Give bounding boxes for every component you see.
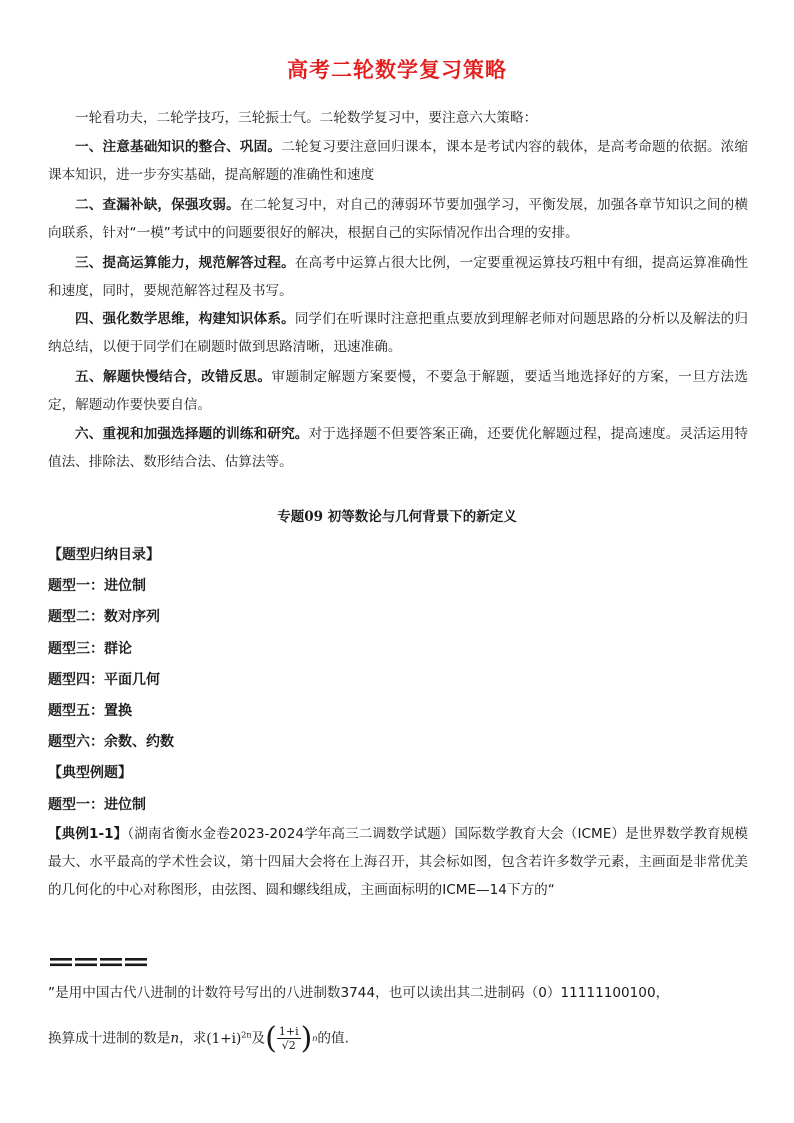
example-paragraph-cont: ”是用中国古代八进制的计数符号写出的八进制数3744，也可以读出其二进制码（0）11111100100， — [48, 985, 670, 1001]
example-paragraph — [48, 820, 748, 904]
page-title: 高考二轮数学复习策略 — [287, 58, 507, 82]
expression-exponent: 2n — [241, 1030, 252, 1039]
counting-rods-numeral-image — [50, 955, 150, 969]
strategy-paragraph-1 — [48, 133, 748, 189]
expression-base: (1+i) — [206, 1030, 242, 1047]
strategy-text: 审题制定解题方案要慢，不要急于解题，要适当地选择好的方案，一旦方法选定，解题动作要快要自信。 — [48, 369, 749, 413]
fraction-expression: ( $\frac{1+i}{√2}$ ) n — [265, 1020, 318, 1056]
strategy-lead: 一、注意基础知识的整合、巩固。 — [75, 139, 282, 155]
strategy-text: 二轮复习要注意回归课本，课本是考试内容的载体，是高考命题的依据。浓缩课本知识，进一步夯实基础，提高解题的准确性和速度 — [48, 139, 749, 183]
strategy-lead: 五、解题快慢结合，改错反思。 — [75, 369, 272, 385]
type-item-6: 题型六：余数、约数 — [48, 734, 174, 751]
intro-paragraph: 一轮看功夫，二轮学技巧，三轮振士气。二轮数学复习中，要注意六大策略： — [75, 110, 538, 126]
strategy-lead: 四、强化数学思维，构建知识体系。 — [75, 311, 295, 327]
type-item-3: 题型三：群论 — [48, 640, 132, 657]
current-type-heading: 题型一：进位制 — [48, 796, 146, 813]
type-item-2: 题型二：数对序列 — [48, 609, 160, 626]
examples-header: 【典型例题】 — [48, 765, 132, 782]
strategy-lead: 二、查漏补缺，保强攻弱。 — [75, 197, 240, 213]
fraction-denominator: √2 — [281, 1039, 296, 1053]
strategy-paragraph-4 — [48, 305, 748, 361]
strategy-text: 对于选择题不但要答案正确，还要优化解题过程，提高速度。灵活运用特值法、排除法、数形结合法、估算法等。 — [48, 426, 749, 470]
strategy-paragraph-6 — [48, 420, 748, 476]
strategy-paragraph-3 — [48, 249, 748, 305]
question-text-a: 换算成十进制的数是 — [48, 1030, 171, 1047]
question-text-d: 的值. — [317, 1030, 349, 1047]
strategy-lead: 六、重视和加强选择题的训练和研究。 — [75, 426, 309, 442]
topic-title: 专题09 初等数论与几何背景下的新定义 — [277, 509, 517, 525]
expression-power — [206, 1031, 251, 1047]
type-item-1: 题型一：进位制 — [48, 578, 146, 595]
strategy-paragraph-5 — [48, 363, 748, 419]
type-item-5: 题型五：置换 — [48, 702, 132, 719]
example-label: 【典例1-1】 — [48, 826, 128, 842]
fraction-numerator: 1+i — [278, 1025, 299, 1039]
example-question-line — [48, 1020, 748, 1054]
strategy-text: 同学们在听课时注意把重点要放到理解老师对问题思路的分析以及解法的归纳总结，以便于同学们在刷题时做到思路清晰，迅速准确。 — [48, 311, 749, 355]
question-text-c: 及 — [251, 1030, 266, 1047]
strategy-text: 在二轮复习中，对自己的薄弱环节要加强学习，平衡发展，加强各章节知识之间的横向联系，针对“一模”考试中的问题要很好的解决，根据自己的实际情况作出合理的安排。 — [48, 197, 749, 241]
strategy-paragraph-2 — [48, 191, 748, 247]
question-text-b: ，求 — [179, 1030, 207, 1047]
example-text: （湖南省衡水金卷2023-2024学年高三二调数学试题）国际数学教育大会（ICME）是世界数学教育规模最大、水平最高的学术性会议，第十四届大会将在上海召开，其会标如图，包含若许多数学元素，主画面是非常优美的几何化的中心对称图形，由弦图、圆和螺线组成，主画面标明的ICME—14下方的“ — [48, 826, 748, 898]
question-type-outline — [48, 540, 748, 821]
strategy-lead: 三、提高运算能力，规范解答过程。 — [75, 255, 295, 271]
fraction-exponent: n — [312, 1033, 318, 1043]
variable-n: n — [170, 1030, 180, 1047]
catalog-header: 【题型归纳目录】 — [48, 547, 160, 563]
type-item-4: 题型四：平面几何 — [48, 671, 160, 688]
strategy-text: 在高考中运算占很大比例，一定要重视运算技巧粗中有细，提高运算准确性和速度，同时，要规范解答过程及书写。 — [48, 255, 749, 299]
